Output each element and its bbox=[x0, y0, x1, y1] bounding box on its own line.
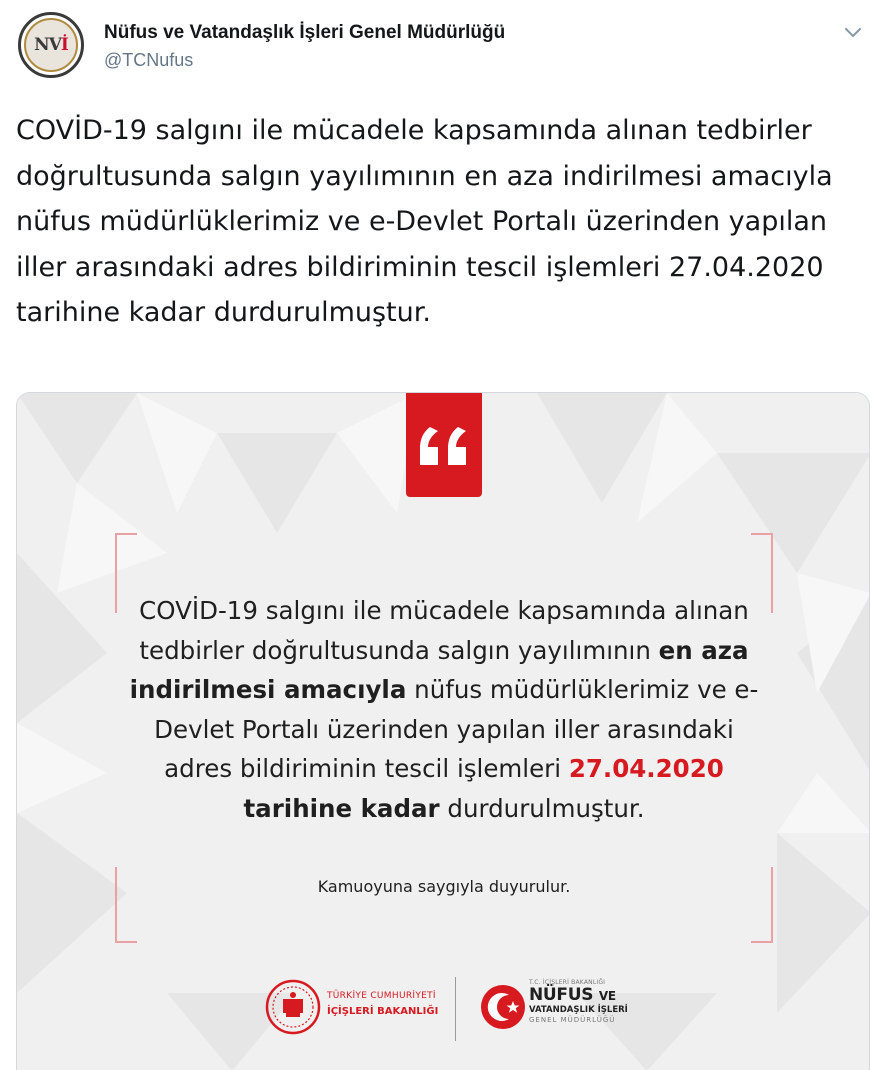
tweet-menu-button[interactable] bbox=[842, 22, 864, 44]
notice-text bbox=[127, 591, 761, 828]
directorate-logo-ve: VE bbox=[598, 989, 616, 1003]
ministry-seal-icon bbox=[265, 979, 321, 1035]
notice-date: 27.04.2020 bbox=[568, 754, 724, 783]
notice-bold-1: en aza indirilmesi amacıyla bbox=[129, 635, 749, 704]
ministry-logo-line-1: TÜRKİYE CUMHURİYETİ bbox=[327, 991, 436, 1001]
notice-part-1: COVİD-19 salgını ile mücadele kapsamında alınan tedbirler doğrultusunda salgın yayılımının bbox=[139, 596, 749, 665]
ministry-logo-text bbox=[327, 989, 438, 1019]
directorate-logo-text bbox=[529, 979, 628, 1025]
logo-divider bbox=[455, 977, 456, 1041]
ministry-logo-line-2: İÇİŞLERİ BAKANLIĞI bbox=[327, 1006, 439, 1017]
directorate-logo-line-2 bbox=[529, 986, 628, 1005]
chevron-down-icon bbox=[845, 28, 861, 38]
avatar[interactable] bbox=[18, 12, 84, 78]
directorate-logo-line-3: VATANDAŞLIK İŞLERİ bbox=[529, 1005, 628, 1015]
notice-bold-2: tarihine kadar bbox=[243, 793, 440, 823]
directorate-logo-line-4: GENEL MÜDÜRLÜĞÜ bbox=[529, 1016, 616, 1024]
author-name[interactable]: Nüfus ve Vatandaşlık İşleri Genel Müdürlüğü bbox=[104, 22, 506, 43]
directorate-logo-nufus: NÜFUS bbox=[529, 985, 594, 1005]
author-handle[interactable]: @TCNufus bbox=[104, 50, 194, 70]
quote-mark-icon bbox=[420, 423, 468, 467]
notice-part-2: nüfus müdürlüklerimiz ve e-Devlet Portalı üzerinden yapılan iller arasındaki adres bildiriminin tescil işlemleri bbox=[154, 675, 759, 783]
avatar-text: NV bbox=[34, 35, 61, 55]
logo-strip bbox=[17, 973, 870, 1053]
quote-badge bbox=[406, 393, 482, 497]
announcement-text: Kamuoyuna saygıyla duyurulur. bbox=[317, 877, 571, 896]
directorate-emblem-icon bbox=[479, 983, 527, 1031]
avatar-logo bbox=[24, 18, 78, 72]
avatar-text-accent: İ bbox=[60, 35, 68, 55]
notice-part-4: durdurulmuştur. bbox=[439, 793, 645, 823]
tweet-media-image[interactable] bbox=[16, 392, 870, 1070]
tweet-text: COVİD-19 salgını ile mücadele kapsamında alınan tedbirler doğrultusunda salgın yayılımının en aza indirilmesi amacıyla nüfus müdürlüklerimiz ve e-Devlet Portalı üzerinden yapılan iller arasındaki adres bildiriminin tescil işlemleri 27.04.2020 tarihine kadar durdurulmuştur. bbox=[16, 115, 833, 328]
tweet-header bbox=[18, 12, 868, 82]
directorate-logo-line-1: T.C. İÇİŞLERİ BAKANLIĞI bbox=[529, 979, 606, 986]
